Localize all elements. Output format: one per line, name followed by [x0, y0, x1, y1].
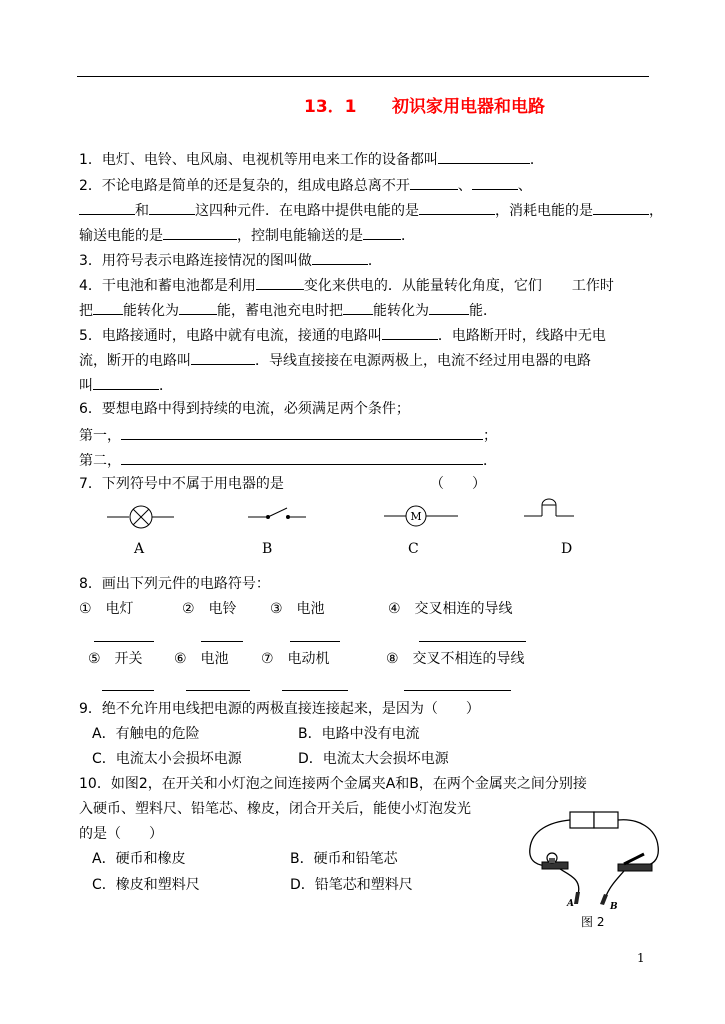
question-10-line-3: 的是（ ）: [79, 826, 163, 842]
answer-blank[interactable]: [363, 225, 401, 240]
q8-item-2: ② 电铃: [182, 601, 237, 617]
q8-item-5: ⑤ 开关: [88, 651, 143, 667]
answer-blank[interactable]: [382, 325, 438, 340]
drawing-blank[interactable]: [186, 690, 250, 691]
question-2-line-1: 2．不论电路是简单的还是复杂的，组成电路总离不开 、 、: [79, 175, 532, 195]
q10-option-d[interactable]: D．铅笔芯和塑料尺: [290, 877, 413, 893]
condition-first: 第一， ；: [79, 425, 497, 445]
drawing-blank[interactable]: [419, 641, 526, 642]
option-c-label: C: [408, 541, 419, 557]
page-number: 1: [637, 951, 645, 965]
question-1: 1．电灯、电铃、电风扇、电视机等用电来工作的设备都叫 ．: [79, 149, 544, 169]
clip-b-icon: [600, 894, 608, 905]
answer-blank[interactable]: [472, 175, 518, 190]
question-9: 9．绝不允许用电线把电源的两极直接连接起来，是因为（ ）: [79, 701, 480, 717]
answer-blank[interactable]: [191, 350, 255, 365]
q8-item-4: ④ 交叉相连的导线: [388, 601, 513, 617]
answer-blank[interactable]: [312, 250, 368, 265]
drawing-blank[interactable]: [102, 690, 154, 691]
answer-blank[interactable]: [429, 300, 469, 315]
q9-option-d[interactable]: D．电流太大会损坏电源: [298, 751, 449, 767]
question-7: 7．下列符号中不属于用电器的是: [79, 476, 284, 492]
question-4-line-1: 4．干电池和蓄电池都是利用 变化来供电的．从能量转化角度，它们 工作时: [79, 275, 614, 295]
answer-blank[interactable]: [438, 149, 530, 164]
answer-blank[interactable]: [93, 300, 123, 315]
figure-2-circuit: [520, 800, 670, 915]
drawing-blank[interactable]: [404, 690, 511, 691]
question-6: 6．要想电路中得到持续的电流，必须满足两个条件；: [79, 401, 410, 417]
question-8: 8．画出下列元件的电路符号：: [79, 576, 270, 592]
option-a-label: A: [134, 541, 145, 557]
q8-item-3: ③ 电池: [270, 601, 325, 617]
answer-blank[interactable]: [256, 275, 304, 290]
drawing-blank[interactable]: [282, 690, 348, 691]
drawing-blank[interactable]: [290, 641, 340, 642]
q10-option-a[interactable]: A．硬币和橡皮: [92, 851, 186, 867]
answer-blank[interactable]: [93, 375, 159, 390]
question-4-line-2: 把 能转化为 能，蓄电池充电时把 能转化为 能．: [79, 300, 497, 320]
answer-blank[interactable]: [149, 200, 195, 215]
motor-symbol-icon[interactable]: [384, 506, 458, 526]
switch-symbol-icon[interactable]: [248, 508, 306, 519]
section-title: 初识家用电器和电路: [392, 97, 545, 117]
q8-item-7: ⑦ 电动机: [261, 651, 330, 667]
question-5-line-2: 流，断开的电路叫 ．导线直接接在电源两极上，电流不经过用电器的电路: [79, 350, 591, 370]
lamp-symbol-icon[interactable]: [107, 506, 174, 528]
answer-blank[interactable]: [419, 200, 495, 215]
answer-blank[interactable]: [163, 225, 237, 240]
figure-caption: 图 2: [581, 915, 605, 929]
condition-second: 第二， ．: [79, 450, 497, 470]
q8-item-1: ① 电灯: [79, 601, 134, 617]
section-number: 13．1: [304, 97, 357, 117]
answer-blank[interactable]: [343, 300, 373, 315]
answer-blank[interactable]: [121, 425, 483, 440]
drawing-blank[interactable]: [94, 641, 154, 642]
top-rule: [77, 76, 649, 77]
drawing-blank[interactable]: [201, 641, 243, 642]
motor-label: M: [410, 510, 422, 523]
q7-symbols: [0, 490, 725, 540]
q10-option-c[interactable]: C．橡皮和塑料尺: [92, 877, 200, 893]
answer-paren[interactable]: （ ）: [430, 476, 486, 492]
q9-option-a[interactable]: A．有触电的危险: [92, 726, 200, 742]
clip-a-label: A: [567, 899, 574, 909]
bell-symbol-icon[interactable]: [524, 499, 574, 516]
q8-item-6: ⑥ 电池: [174, 651, 229, 667]
question-2-line-3: 输送电能的是 ，控制电能输送的是 ．: [79, 225, 415, 245]
option-d-label: D: [561, 541, 573, 557]
answer-blank[interactable]: [593, 200, 649, 215]
battery-icon: [570, 812, 618, 828]
question-10-line-1: 10．如图2，在开关和小灯泡之间连接两个金属夹A和B，在两个金属夹之间分别接: [79, 776, 587, 792]
answer-blank[interactable]: [179, 300, 217, 315]
bulb-icon: [542, 853, 568, 869]
question-5-line-1: 5．电路接通时，电路中就有电流，接通的电路叫 ．电路断开时，线路中无电: [79, 325, 606, 345]
question-5-line-3: 叫 ．: [79, 375, 173, 395]
answer-blank[interactable]: [79, 200, 135, 215]
q9-option-c[interactable]: C．电流太小会损坏电源: [92, 751, 242, 767]
q10-option-b[interactable]: B．硬币和铅笔芯: [290, 851, 398, 867]
question-2-line-2: 和 这四种元件．在电路中提供电能的是 ，消耗电能的是 ，: [79, 200, 663, 220]
q8-item-8: ⑧ 交叉不相连的导线: [386, 651, 525, 667]
question-3: 3．用符号表示电路连接情况的图叫做 ．: [79, 250, 382, 270]
knife-switch-icon: [618, 854, 652, 871]
clip-b-label: B: [610, 902, 618, 912]
answer-blank[interactable]: [121, 450, 483, 465]
answer-blank[interactable]: [410, 175, 458, 190]
option-b-label: B: [262, 541, 273, 557]
clip-a-icon: [574, 892, 580, 904]
question-10-line-2: 入硬币、塑料尺、铅笔芯、橡皮，闭合开关后，能使小灯泡发光: [79, 801, 471, 817]
q9-option-b[interactable]: B．电路中没有电流: [298, 726, 420, 742]
